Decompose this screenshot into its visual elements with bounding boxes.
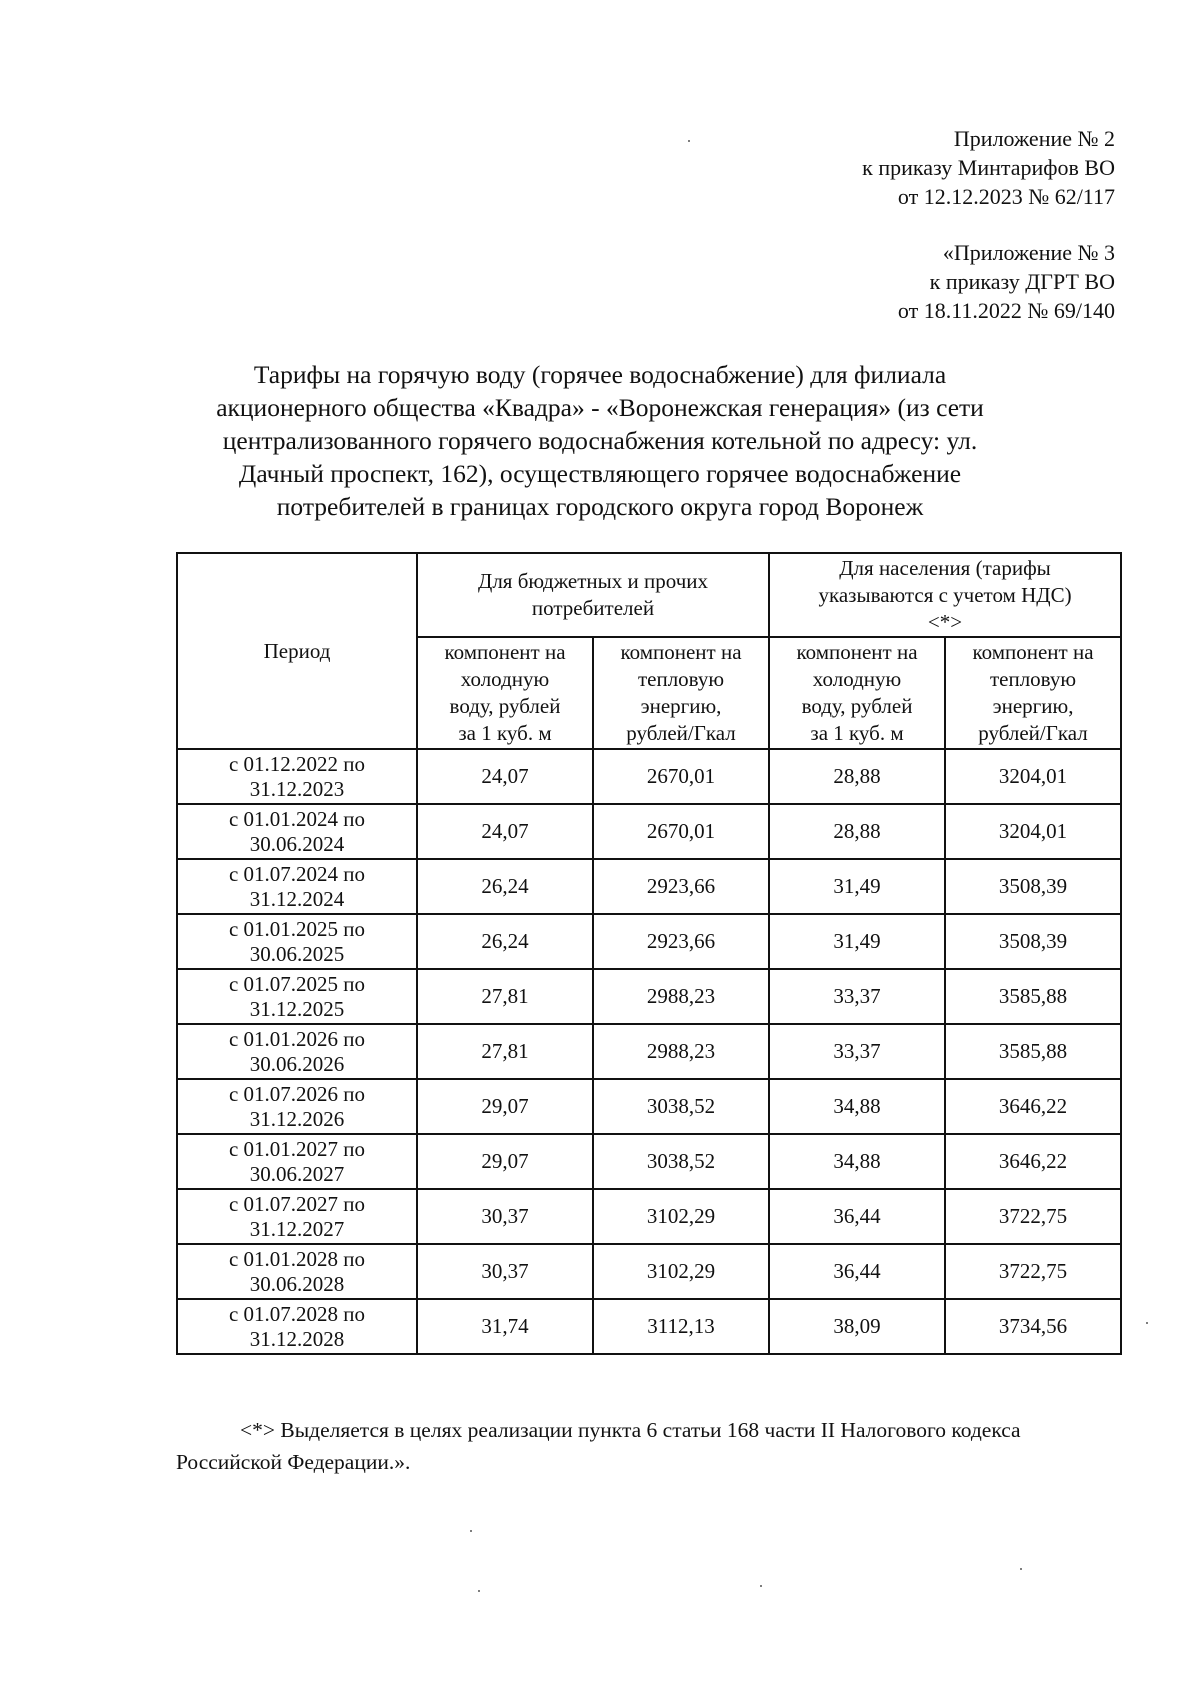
col-header-line: компонент на [444, 640, 566, 664]
budget-heat-cell: 3038,52 [593, 1134, 769, 1189]
budget-cold-header [417, 637, 593, 749]
budget-cold-cell: 26,24 [417, 859, 593, 914]
col-header-line: тепловую [989, 667, 1077, 691]
population-cold-cell: 34,88 [769, 1134, 945, 1189]
period-cell [177, 804, 417, 859]
population-header-line: <*> [927, 609, 963, 634]
appendix-line: Приложение № 2 [953, 126, 1115, 151]
scan-speck [478, 1590, 480, 1592]
period-line: с 01.01.2026 по [228, 1026, 366, 1051]
table-row [177, 1244, 1121, 1299]
footnote-line: <*> Выделяется в целях реализации пункта 6 статьи 168 части II Налогового кодекса [240, 1418, 1021, 1442]
prev-appendix-line: от 18.11.2022 № 69/140 [897, 298, 1115, 323]
population-heat-cell: 3508,39 [945, 914, 1121, 969]
appendix-reference [862, 124, 1115, 211]
period-line: с 01.01.2028 по [228, 1246, 366, 1271]
budget-cold-cell: 24,07 [417, 749, 593, 804]
period-line: 31.12.2028 [249, 1326, 345, 1351]
population-cold-cell: 33,37 [769, 969, 945, 1024]
period-line: 30.06.2026 [249, 1051, 345, 1076]
title-line: централизованного горячего водоснабжения котельной по адресу: ул. [222, 426, 978, 455]
period-line: с 01.07.2026 по [228, 1081, 366, 1106]
table-row [177, 914, 1121, 969]
col-header-line: рублей/Гкал [978, 721, 1088, 745]
col-header-line: компонент на [620, 640, 742, 664]
budget-cold-cell: 27,81 [417, 1024, 593, 1079]
budget-heat-cell: 2988,23 [593, 1024, 769, 1079]
budget-cold-cell: 27,81 [417, 969, 593, 1024]
period-line: 31.12.2027 [249, 1216, 345, 1241]
table-row [177, 804, 1121, 859]
period-line: с 01.01.2027 по [228, 1136, 366, 1161]
scan-speck [1146, 1322, 1148, 1324]
population-heat-cell: 3646,22 [945, 1079, 1121, 1134]
budget-heat-header [593, 637, 769, 749]
table-row [177, 1024, 1121, 1079]
population-heat-cell: 3508,39 [945, 859, 1121, 914]
period-line: 31.12.2025 [249, 996, 345, 1021]
budget-header-line: Для бюджетных и прочих [478, 569, 709, 593]
period-cell [177, 1079, 417, 1134]
period-line: 31.12.2023 [249, 776, 345, 801]
prev-appendix-line: «Приложение № 3 [942, 240, 1115, 265]
period-cell [177, 1244, 417, 1299]
title-line: Тарифы на горячую воду (горячее водоснабжение) для филиала [253, 360, 947, 389]
title-line: акционерного общества «Квадра» - «Воронежская генерация» (из сети [216, 393, 984, 422]
period-cell [177, 1134, 417, 1189]
col-header-line: воду, рублей [801, 694, 913, 718]
table-row [177, 1189, 1121, 1244]
period-line: 31.12.2026 [249, 1106, 345, 1131]
population-header-line: Для населения (тарифы [839, 555, 1051, 580]
population-cold-header [769, 637, 945, 749]
previous-appendix-reference [898, 238, 1115, 325]
population-heat-cell: 3204,01 [945, 749, 1121, 804]
table-row [177, 749, 1121, 804]
period-cell [177, 1189, 417, 1244]
col-header-line: рублей/Гкал [626, 721, 736, 745]
footnote [176, 1414, 1126, 1478]
col-header-line: энергию, [640, 694, 722, 718]
budget-cold-cell: 29,07 [417, 1134, 593, 1189]
population-group-header [769, 553, 1121, 637]
budget-cold-cell: 24,07 [417, 804, 593, 859]
period-line: 30.06.2025 [249, 941, 345, 966]
budget-heat-cell: 2923,66 [593, 914, 769, 969]
col-header-line: за 1 куб. м [810, 721, 904, 745]
table-row [177, 1299, 1121, 1354]
budget-header-line: потребителей [531, 596, 655, 620]
table-row [177, 859, 1121, 914]
appendix-line: от 12.12.2023 № 62/117 [897, 184, 1115, 209]
period-line: с 01.07.2027 по [228, 1191, 366, 1216]
col-header-line: энергию, [992, 694, 1074, 718]
period-line: с 01.01.2024 по [228, 806, 366, 831]
budget-cold-cell: 30,37 [417, 1189, 593, 1244]
period-line: 30.06.2027 [249, 1161, 345, 1186]
population-cold-cell: 31,49 [769, 859, 945, 914]
population-heat-cell: 3585,88 [945, 1024, 1121, 1079]
population-cold-cell: 28,88 [769, 749, 945, 804]
budget-heat-cell: 3102,29 [593, 1244, 769, 1299]
document-title [175, 358, 1025, 523]
col-header-line: воду, рублей [449, 694, 561, 718]
population-heat-cell: 3204,01 [945, 804, 1121, 859]
prev-appendix-line: к приказу ДГРТ ВО [929, 269, 1115, 294]
scan-speck [1020, 1568, 1022, 1570]
period-header: Период [177, 553, 417, 749]
budget-cold-cell: 31,74 [417, 1299, 593, 1354]
title-line: Дачный проспект, 162), осуществляющего горячее водоснабжение [238, 459, 962, 488]
population-heat-cell: 3734,56 [945, 1299, 1121, 1354]
title-line: потребителей в границах городского округа город Воронеж [276, 492, 924, 521]
period-line: 30.06.2024 [249, 831, 345, 856]
period-cell [177, 1299, 417, 1354]
scan-speck [760, 1585, 762, 1587]
budget-heat-cell: 2670,01 [593, 749, 769, 804]
budget-group-header [417, 553, 769, 637]
budget-heat-cell: 2923,66 [593, 859, 769, 914]
appendix-line: к приказу Минтарифов ВО [862, 155, 1115, 180]
budget-heat-cell: 2670,01 [593, 804, 769, 859]
col-header-line: холодную [460, 667, 550, 691]
population-cold-cell: 36,44 [769, 1189, 945, 1244]
tariff-table [176, 552, 1122, 1355]
budget-heat-cell: 3102,29 [593, 1189, 769, 1244]
budget-heat-cell: 2988,23 [593, 969, 769, 1024]
scan-speck [470, 1530, 472, 1532]
population-cold-cell: 34,88 [769, 1079, 945, 1134]
period-line: с 01.07.2028 по [228, 1301, 366, 1326]
period-cell [177, 749, 417, 804]
col-header-line: компонент на [972, 640, 1094, 664]
budget-heat-cell: 3112,13 [593, 1299, 769, 1354]
footnote-line: Российской Федерации.». [176, 1450, 411, 1474]
population-heat-cell: 3585,88 [945, 969, 1121, 1024]
table-row [177, 1079, 1121, 1134]
period-line: с 01.01.2025 по [228, 916, 366, 941]
population-cold-cell: 33,37 [769, 1024, 945, 1079]
budget-cold-cell: 29,07 [417, 1079, 593, 1134]
population-cold-cell: 38,09 [769, 1299, 945, 1354]
budget-cold-cell: 26,24 [417, 914, 593, 969]
col-header-line: компонент на [796, 640, 918, 664]
period-line: с 01.07.2025 по [228, 971, 366, 996]
scan-speck [688, 140, 690, 142]
col-header-line: за 1 куб. м [458, 721, 552, 745]
period-cell [177, 914, 417, 969]
budget-heat-cell: 3038,52 [593, 1079, 769, 1134]
col-header-line: холодную [812, 667, 902, 691]
table-row [177, 969, 1121, 1024]
period-line: с 01.12.2022 по [228, 751, 366, 776]
period-line: 31.12.2024 [249, 886, 345, 911]
population-cold-cell: 31,49 [769, 914, 945, 969]
col-header-line: тепловую [637, 667, 725, 691]
budget-cold-cell: 30,37 [417, 1244, 593, 1299]
population-heat-header [945, 637, 1121, 749]
tariff-table-body [177, 749, 1121, 1354]
population-heat-cell: 3722,75 [945, 1189, 1121, 1244]
period-cell [177, 859, 417, 914]
period-line: с 01.07.2024 по [228, 861, 366, 886]
period-cell [177, 1024, 417, 1079]
population-cold-cell: 28,88 [769, 804, 945, 859]
population-heat-cell: 3722,75 [945, 1244, 1121, 1299]
population-header-line: указываются с учетом НДС) [818, 582, 1072, 607]
table-row [177, 1134, 1121, 1189]
period-cell [177, 969, 417, 1024]
population-cold-cell: 36,44 [769, 1244, 945, 1299]
period-line: 30.06.2028 [249, 1271, 345, 1296]
population-heat-cell: 3646,22 [945, 1134, 1121, 1189]
